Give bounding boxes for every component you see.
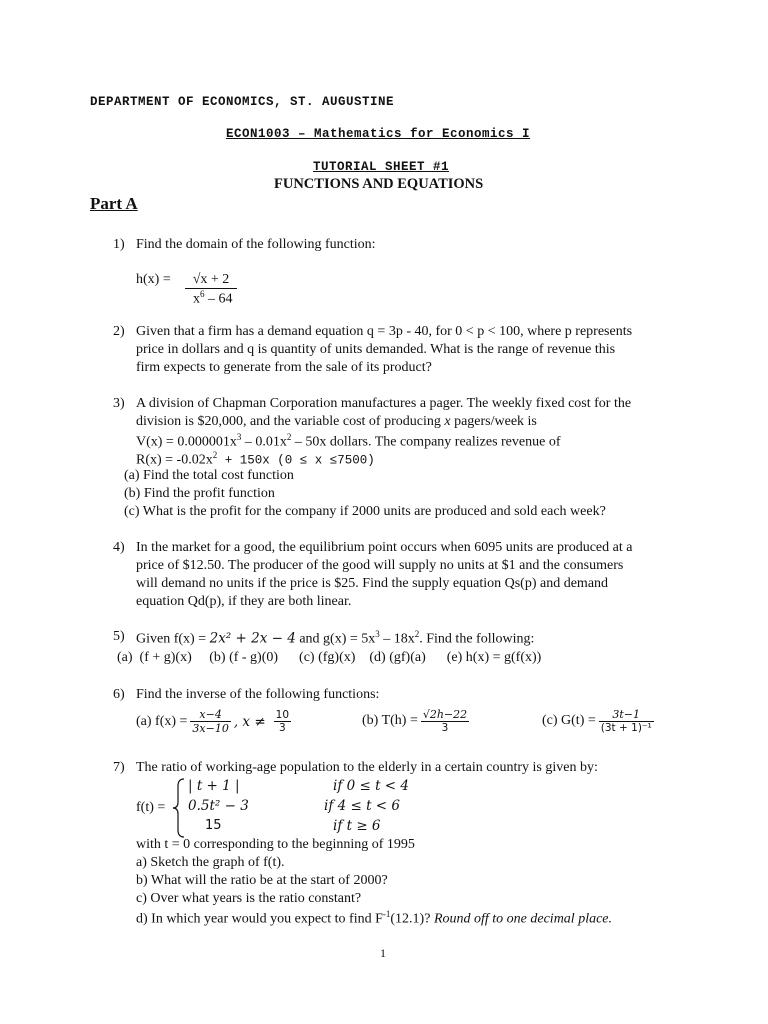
q5-a: Given f(x) = <box>136 631 210 647</box>
q6-a-numerator: x−4 <box>190 708 230 722</box>
q1-denominator-rest: – 64 <box>204 291 233 307</box>
q7-part-c: c) Over what years is the ratio constant? <box>136 891 362 906</box>
q5-number: 5) <box>113 629 125 644</box>
q3-part-a: (a) Find the total cost function <box>124 468 294 483</box>
q3-part-c: (c) What is the profit for the company if 2000 units are produced and sold each week? <box>124 504 606 519</box>
q6-b-denominator: 3 <box>441 722 449 735</box>
q1-lhs: h(x) = <box>136 272 171 287</box>
q7-left-brace <box>172 778 186 838</box>
q7-d-e: -1 <box>382 909 391 919</box>
q2-line-1: Given that a firm has a demand equation q = 3p - 40, for 0 < p < 100, where p represents <box>136 324 633 339</box>
course-title: ECON1003 – Mathematics for Economics I <box>226 127 531 141</box>
q1-denominator <box>193 289 233 308</box>
q3-r-b: + 150x (0 ≤ x ≤7500) <box>217 453 375 468</box>
q6-a-condition-numerator: 10 <box>275 708 290 721</box>
q6-a-condition-denominator: 3 <box>279 722 286 735</box>
q7-number: 7) <box>113 760 125 775</box>
department-heading: DEPARTMENT OF ECONOMICS, ST. AUGUSTINE <box>90 95 395 109</box>
q6-number: 6) <box>113 687 125 702</box>
q7-with: with t = 0 corresponding to the beginning of 1995 <box>136 837 415 852</box>
q4-line-3: will demand no units if the price is $25. Find the supply equation Qs(p) and demand <box>136 576 609 591</box>
q6-c-fraction <box>599 708 654 735</box>
q3-r-a: R(x) = -0.02x <box>136 452 213 468</box>
q3-line-1: A division of Chapman Corporation manufactures a pager. The weekly fixed cost for the <box>136 396 632 411</box>
q6-part-c <box>542 708 654 735</box>
q1-number: 1) <box>113 237 125 252</box>
q4-line-4: equation Qd(p), if they are both linear. <box>136 594 352 609</box>
q7-lhs: f(t) = <box>136 800 166 815</box>
q3-line-2-b: pagers/week is <box>450 414 537 429</box>
q5-e2: 2 <box>414 629 420 639</box>
q2-line-2: price in dollars and q is quantity of units demanded. What is the range of revenue this <box>136 342 616 357</box>
sheet-title: TUTORIAL SHEET #1 <box>313 160 450 174</box>
q3-revenue <box>136 450 375 469</box>
q1-numerator: √x + 2 <box>185 272 237 289</box>
q3-variable-cost <box>136 432 561 451</box>
q4-line-1: In the market for a good, the equilibrium point occurs when 6095 units are produced at a <box>136 540 633 555</box>
q2-line-3: firm expects to generate from the sale of its product? <box>136 360 432 375</box>
q6-b-fraction <box>421 708 469 735</box>
q5-e1: 3 <box>375 629 380 639</box>
q6-c-lhs: (c) G(t) = <box>542 713 596 729</box>
q6-b-numerator: √2h−22 <box>422 708 468 721</box>
q6-c-numerator: 3t−1 <box>599 708 654 722</box>
q1-text: Find the domain of the following function: <box>136 237 376 252</box>
q6-a-lhs: (a) f(x) = <box>136 713 188 729</box>
q6-a-condition-fraction <box>274 709 291 735</box>
q3-line-2-x: x <box>444 414 451 429</box>
q7-case-2-expression: 0.5t² − 3 <box>188 798 249 814</box>
q3-line-2-a: division is $20,000, and the variable cost of producing <box>136 414 445 429</box>
page-number: 1 <box>380 946 386 960</box>
q5-d: . Find the following: <box>419 631 535 647</box>
q7-d-b: (12.1)? <box>390 911 434 927</box>
q5-text <box>136 629 534 648</box>
q3-v-e1: 3 <box>236 432 242 442</box>
q3-r-e: 2 <box>212 450 218 460</box>
q6-part-b <box>362 708 469 735</box>
q7-text: The ratio of working-age population to the elderly in a certain country is given by: <box>136 760 598 775</box>
q5-f-expression: 2x² + 2x − 4 <box>209 630 296 647</box>
q3-v-b: – 0.01x <box>241 434 287 450</box>
q7-part-b: b) What will the ratio be at the start of 2000? <box>136 873 388 888</box>
q7-d-italic: Round off to one decimal place. <box>433 911 613 927</box>
q6-b-lhs: (b) T(h) = <box>362 713 418 729</box>
q7-part-a: a) Sketch the graph of f(t). <box>136 855 285 870</box>
q7-case-1-condition: if 0 ≤ t < 4 <box>333 778 409 794</box>
q3-number: 3) <box>113 396 125 411</box>
q7-d-a: d) In which year would you expect to find F <box>136 911 383 927</box>
q1-denominator-exp: 6 <box>200 289 205 299</box>
q3-v-e2: 2 <box>286 432 292 442</box>
q6-text: Find the inverse of the following functions: <box>136 687 380 702</box>
q6-a-condition: , x ≠ <box>233 713 266 730</box>
q7-part-d <box>136 909 612 928</box>
part-a-heading: Part A <box>90 194 138 213</box>
sheet-subtitle: FUNCTIONS AND EQUATIONS <box>274 176 484 192</box>
q4-line-2: price of $12.50. The producer of the good will supply no units at $1 and the consumers <box>136 558 624 573</box>
q3-v-a: V(x) = 0.000001x <box>136 434 237 450</box>
q7-case-1-expression: | t + 1 | <box>188 778 240 794</box>
q6-part-a <box>136 708 291 735</box>
q7-case-3-condition: if t ≥ 6 <box>333 818 381 834</box>
q4-number: 4) <box>113 540 125 555</box>
q7-case-2-condition: if 4 ≤ t < 6 <box>324 798 400 814</box>
q1-denominator-base: x <box>193 291 200 307</box>
q3-v-c: – 50x dollars. The company realizes revenue of <box>291 434 561 450</box>
q6-c-denominator: (3t + 1)⁻¹ <box>600 722 652 735</box>
q6-a-denominator: 3x−10 <box>192 722 229 736</box>
q5-parts: (a) (f + g)(x) (b) (f - g)(0) (c) (fg)(x) (d) (gf)(a) (e) h(x) = g(f(x)) <box>117 650 542 665</box>
q5-b: and g(x) = 5x <box>295 631 376 647</box>
q5-c: – 18x <box>379 631 415 647</box>
q3-part-b: (b) Find the profit function <box>124 486 275 501</box>
q6-a-fraction <box>190 708 230 735</box>
q3-line-2 <box>136 414 537 430</box>
q7-case-3-expression: 15 <box>205 818 222 833</box>
q2-number: 2) <box>113 324 125 339</box>
